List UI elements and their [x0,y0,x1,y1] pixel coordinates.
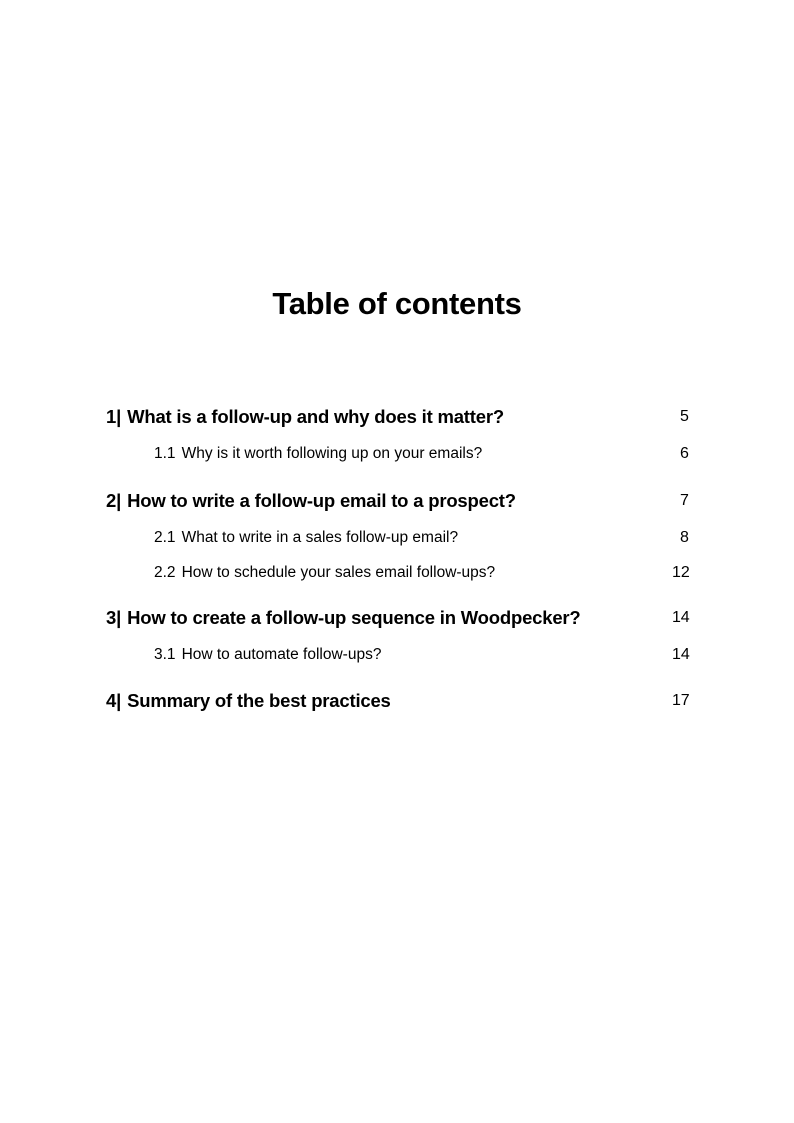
toc-page-number: 17 [672,692,690,709]
toc-section-1[interactable] [106,405,690,429]
toc-entry-label [106,606,581,630]
toc-subsection-1-1[interactable] [154,442,690,466]
page-title: Table of contents [272,286,522,321]
toc-entry-text: What to write in a sales follow-up email? [181,529,459,546]
toc-page-number: 8 [680,529,689,546]
toc-entry-number: 3| [106,607,122,628]
toc-entry-number: 2.1 [154,529,176,546]
toc-entry-label [154,643,381,667]
toc-entry-number: 4| [106,690,122,711]
toc-section-2[interactable] [106,489,690,513]
toc-entry-label [106,489,516,513]
toc-entry-label [154,526,458,550]
toc-entry-label [106,405,504,429]
toc-page-number: 14 [672,646,690,663]
toc-entry-label [154,442,482,466]
toc-entry-number: 1| [106,406,122,427]
toc-page-number: 5 [680,408,689,425]
toc-entry-text: How to write a follow-up email to a prospect? [127,490,516,511]
toc-page-number: 12 [672,564,690,581]
toc-entry-text: How to schedule your sales email follow-ups? [181,564,496,581]
toc-entry-text: How to create a follow-up sequence in Woodpecker? [127,607,581,628]
toc-page-number: 6 [680,445,689,462]
toc-entry-text: What is a follow-up and why does it matter? [127,406,504,427]
toc-entry-number: 2.2 [154,564,176,581]
toc-section-3[interactable] [106,606,690,630]
toc-subsection-2-1[interactable] [154,526,690,550]
toc-entry-number: 1.1 [154,445,176,462]
toc-entry-label [106,689,391,713]
toc-section-4[interactable] [106,689,690,713]
toc-entry-number: 3.1 [154,646,176,663]
toc-subsection-3-1[interactable] [154,643,690,667]
toc-page-number: 7 [680,492,689,509]
toc-subsection-2-2[interactable] [154,561,690,585]
toc-entry-text: Summary of the best practices [127,690,391,711]
toc-entry-number: 2| [106,490,122,511]
toc-entry-text: How to automate follow-ups? [181,646,382,663]
toc-entry-text: Why is it worth following up on your emails? [181,445,483,462]
toc-page-number: 14 [672,609,690,626]
toc-entry-label [154,561,495,585]
